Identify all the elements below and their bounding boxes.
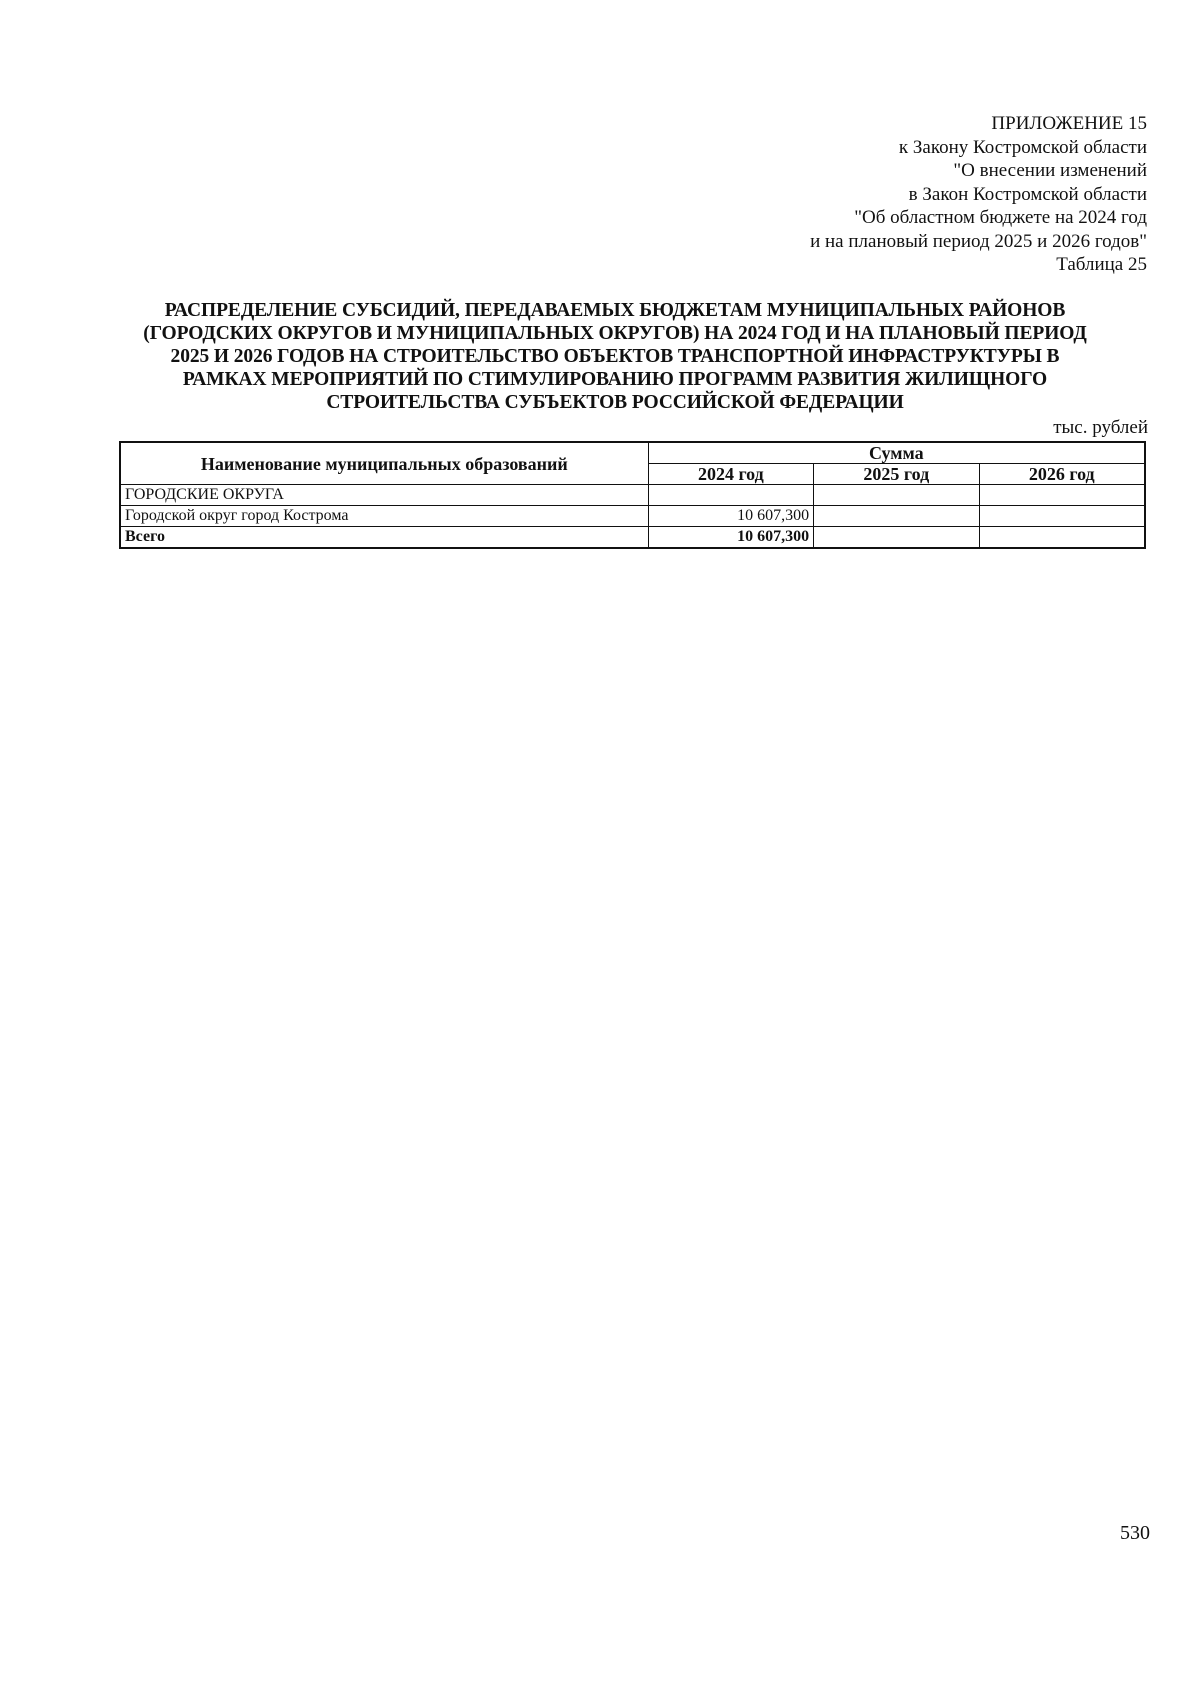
total-row [120, 527, 1145, 549]
total-value-2026 [979, 527, 1145, 549]
appendix-header [547, 112, 1147, 277]
document-title-line: РАМКАХ МЕРОПРИЯТИЙ ПО СТИМУЛИРОВАНИЮ ПРОГРАММ РАЗВИТИЯ ЖИЛИЩНОГО [182, 369, 1048, 390]
table-row [120, 485, 1145, 506]
total-label: Всего [120, 527, 648, 549]
appendix-header-line: ПРИЛОЖЕНИЕ 15 [991, 113, 1147, 134]
document-title [120, 299, 1110, 414]
appendix-header-line: и на плановый период 2025 и 2026 годов" [810, 230, 1147, 252]
document-title-line: РАСПРЕДЕЛЕНИЕ СУБСИДИЙ, ПЕРЕДАВАЕМЫХ БЮДЖЕТАМ МУНИЦИПАЛЬНЫХ РАЙОНОВ [164, 300, 1066, 321]
header-municipality-name: Наименование муниципальных образований [120, 442, 648, 485]
document-title-line: СТРОИТЕЛЬСТВА СУБЪЕКТОВ РОССИЙСКОЙ ФЕДЕРАЦИИ [326, 392, 904, 413]
header-sum: Сумма [648, 442, 1145, 464]
row-name: ГОРОДСКИЕ ОКРУГА [120, 485, 648, 506]
document-title-line: (ГОРОДСКИХ ОКРУГОВ И МУНИЦИПАЛЬНЫХ ОКРУГОВ) НА 2024 ГОД И НА ПЛАНОВЫЙ ПЕРИОД [143, 323, 1087, 344]
header-year-2025: 2025 год [814, 464, 979, 485]
total-value-2025 [814, 527, 979, 549]
row-value-2024 [648, 485, 813, 506]
row-value-2026 [979, 506, 1145, 527]
row-value-2025 [814, 485, 979, 506]
row-name: Городской округ город Кострома [120, 506, 648, 527]
table-row [120, 506, 1145, 527]
header-year-2026: 2026 год [979, 464, 1145, 485]
table-number: Таблица 25 [1056, 254, 1147, 275]
page-number: 530 [1120, 1522, 1150, 1544]
total-value-2024: 10 607,300 [648, 527, 813, 549]
appendix-header-line: к Закону Костромской области [898, 136, 1147, 158]
appendix-header-line: в Закон Костромской области [908, 183, 1147, 205]
row-value-2026 [979, 485, 1145, 506]
appendix-header-line: "Об областном бюджете на 2024 год [854, 207, 1147, 228]
document-title-line: 2025 И 2026 ГОДОВ НА СТРОИТЕЛЬСТВО ОБЪЕКТОВ ТРАНСПОРТНОЙ ИНФРАСТРУКТУРЫ В [170, 346, 1060, 367]
appendix-header-line: "О внесении изменений [953, 160, 1147, 181]
header-year-2024: 2024 год [648, 464, 813, 485]
row-value-2024: 10 607,300 [648, 506, 813, 527]
row-value-2025 [814, 506, 979, 527]
units-label: тыс. рублей [1053, 417, 1148, 438]
subsidies-table [119, 441, 1146, 549]
